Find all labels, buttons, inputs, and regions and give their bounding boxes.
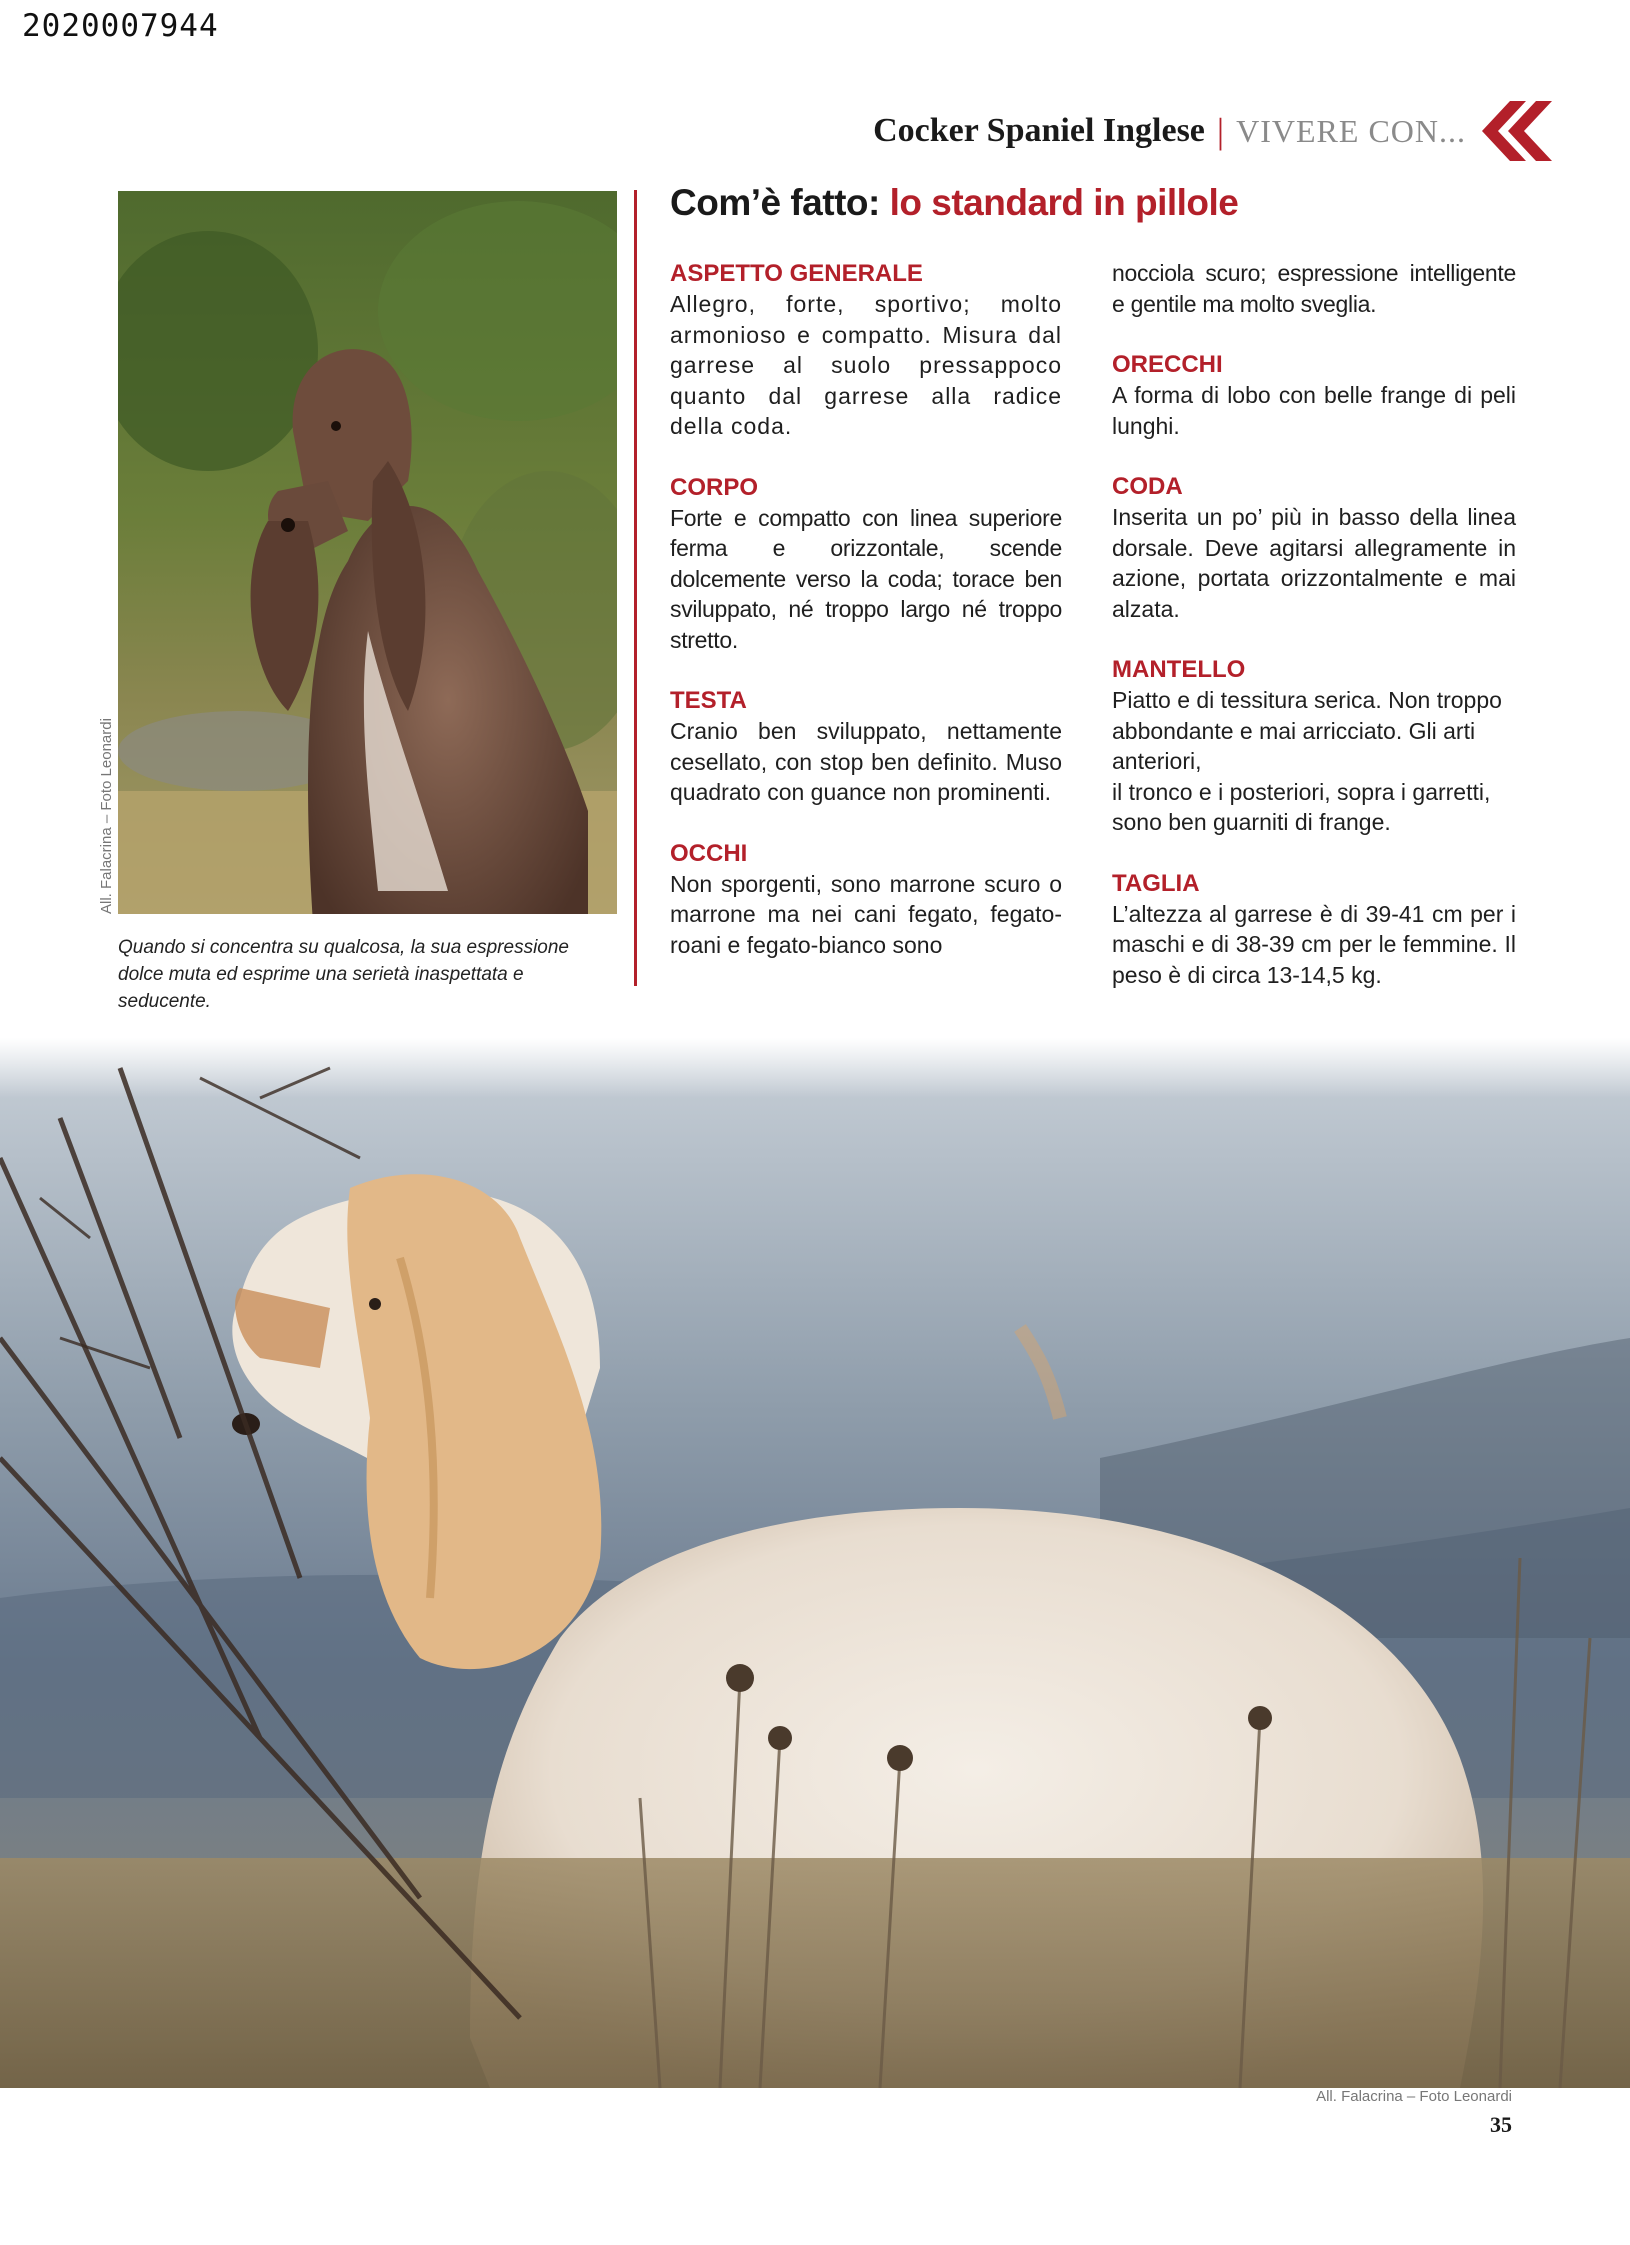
header-section: VIVERE CON...: [1236, 112, 1466, 149]
section-body: Non sporgenti, sono marrone scuro o marrone ma nei cani fegato, fegato-roani e fegato-bianco sono: [670, 870, 1062, 958]
double-chevron-left-icon: [1474, 99, 1554, 163]
section-corpo: [670, 472, 1062, 656]
section-mantello: [1112, 654, 1516, 838]
section-body: Allegro, forte, sportivo; molto armonioso e compatto. Misura dal garrese al suolo pressappoco quanto dal garrese alla radice della coda.: [670, 291, 1062, 439]
section-body: Cranio ben sviluppato, nettamente cesellato, con stop ben definito. Muso quadrato con guance non prominenti.: [670, 718, 1062, 805]
section-heading: CODA: [1112, 473, 1183, 500]
section-body: nocciola scuro; espressione intelligente e gentile ma molto sveglia.: [1112, 260, 1516, 317]
header-breed: Cocker Spaniel Inglese: [873, 112, 1205, 149]
section-heading: TAGLIA: [1112, 869, 1200, 897]
section-body: Inserita un po’ più in basso della linea dorsale. Deve agitarsi allegramente in azione, portata orizzontalmente e mai alzata.: [1112, 504, 1516, 622]
photo-credit-bottom: All. Falacrina – Foto Leonardi: [1316, 2088, 1512, 2105]
section-body: Forte e compatto con linea superiore ferma e orizzontale, scende dolcemente verso la coda; torace ben sviluppato, né troppo largo né troppo stretto.: [670, 504, 1062, 653]
photo-credit-top: All. Falacrina – Foto Leonardi: [98, 718, 115, 914]
section-heading: MANTELLO: [1112, 656, 1246, 683]
section-testa: [670, 685, 1062, 808]
article-title: [670, 182, 1238, 224]
page-number: 35: [1490, 2112, 1512, 2137]
section-body: L’altezza al garrese è di 39-41 cm per i maschi e di 38-39 cm per le femmine. Il peso è di circa 13-14,5 kg.: [1112, 900, 1516, 988]
section-body-line1: Piatto e di tessitura serica. Non troppo abbondante e mai arricciato. Gli arti anteriori,: [1112, 687, 1502, 774]
dog-photo-top: [118, 191, 617, 914]
text-column-left: [670, 258, 1062, 990]
header-separator: |: [1216, 111, 1225, 151]
document-id: 2020007944: [22, 8, 219, 44]
section-heading: CORPO: [670, 473, 759, 501]
section-occhi: [670, 838, 1062, 961]
title-prefix: Com’è fatto:: [670, 182, 880, 223]
dog-photo-bottom: [0, 1038, 1630, 2088]
section-body: A forma di lobo con belle frange di peli lunghi.: [1112, 382, 1516, 439]
section-taglia: [1112, 868, 1516, 991]
photo-caption: Quando si concentra su qualcosa, la sua espressione dolce muta ed esprime una serietà inaspettata e seducente.: [118, 937, 569, 1012]
section-coda: [1112, 471, 1516, 624]
running-header: [873, 96, 1554, 166]
section-heading: TESTA: [670, 687, 747, 714]
section-heading: OCCHI: [670, 839, 748, 867]
section-body-line2: il tronco e i posteriori, sopra i garretti, sono ben guarniti di frange.: [1112, 778, 1491, 835]
section-orecchi: [1112, 349, 1516, 441]
section-occhi-continued: [1112, 258, 1516, 319]
section-aspetto: [670, 258, 1062, 442]
title-highlight: lo standard in pillole: [889, 182, 1239, 223]
section-heading: ASPETTO GENERALE: [670, 260, 923, 287]
text-column-right: [1112, 258, 1516, 1020]
column-divider: [634, 190, 637, 986]
section-heading: ORECCHI: [1112, 351, 1223, 378]
